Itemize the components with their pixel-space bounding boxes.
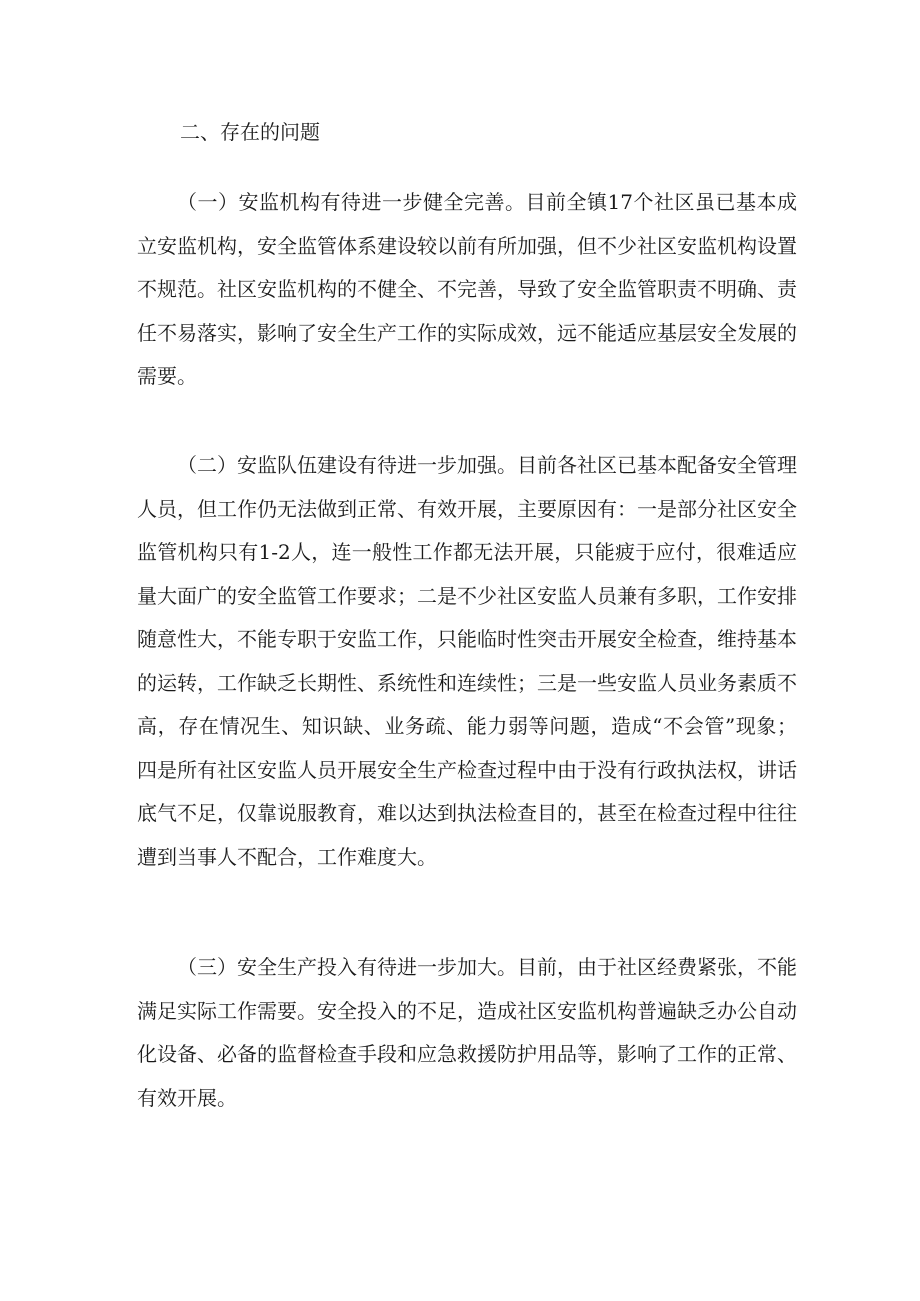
paragraph-institutions: （一）安监机构有待进一步健全完善。目前全镇17个社区虽已基本成立安监机构，安全监管体系建设较以前有所加强，但不少社区安监机构设置不规范。社区安监机构的不健全、不完善，导致了安全监管职责不明确、责任不易落实，影响了安全生产工作的实际成效，远不能适应基层安全发展的需要。: [137, 190, 797, 388]
section-heading: 二、存在的问题: [180, 120, 320, 144]
paragraph-investment: （三）安全生产投入有待进一步加大。目前，由于社区经费紧张，不能满足实际工作需要。安全投入的不足，造成社区安监机构普遍缺乏办公自动化设备、必备的监督检查手段和应急救援防护用品等，影响了工作的正常、有效开展。: [137, 955, 797, 1110]
paragraph-team-building: （二）安监队伍建设有待进一步加强。目前各社区已基本配备安全管理人员，但工作仍无法做到正常、有效开展，主要原因有：一是部分社区安全监管机构只有1-2人，连一般性工作都无法开展，只能疲于应付，很难适应量大面广的安全监管工作要求；二是不少社区安监人员兼有多职，工作安排随意性大，不能专职于安监工作，只能临时性突击开展安全检查，维持基本的运转，工作缺乏长期性、系统性和连续性；三是一些安监人员业务素质不高，存在情况生、知识缺、业务疏、能力弱等问题，造成“不会管”现象；四是所有社区安监人员开展安全生产检查过程中由于没有行政执法权，讲话底气不足，仅靠说服教育，难以达到执法检查目的，甚至在检查过程中往往遭到当事人不配合，工作难度大。: [137, 453, 797, 869]
